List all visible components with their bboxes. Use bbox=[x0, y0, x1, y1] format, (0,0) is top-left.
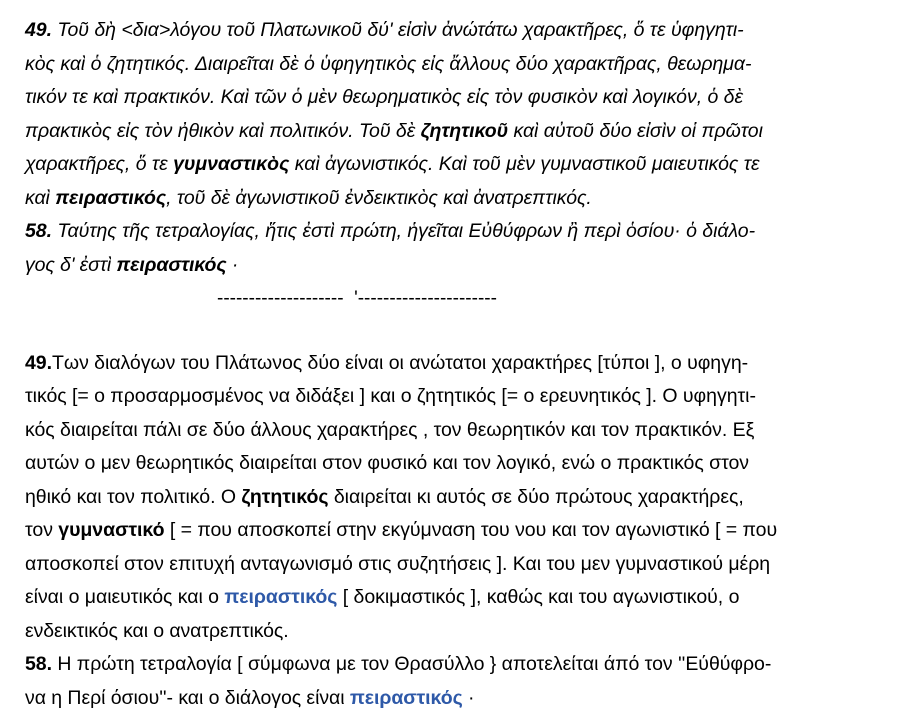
text-line: 49.Των διαλόγων του Πλάτωνος δύο είναι οι ανώτατοι χαρακτήρες [τύποι ], ο υφηγη- bbox=[25, 347, 900, 381]
modern-paragraph-49 bbox=[25, 347, 900, 649]
highlighted-term: πειραστικός bbox=[350, 687, 463, 709]
text-line: 49. Τοῦ δὴ <δια>λόγου τοῦ Πλατωνικοῦ δύ' εἰσὶν ἀνώτάτω χαρακτῆρες, ὅ τε ὑφηγητι- bbox=[25, 14, 900, 48]
text-line: κὸς καὶ ὁ ζητητικός. Διαιρεῖται δὲ ὁ ὑφηγητικὸς εἰς ἄλλους δύο χαρακτῆρας, θεωρημα- bbox=[25, 48, 900, 82]
bold-term: ζητητικοῦ bbox=[421, 120, 508, 142]
paragraph-number: 58. bbox=[25, 220, 52, 242]
bold-term: γυμναστικό bbox=[58, 519, 164, 541]
text-line: να η Περί όσιου''- και ο διάλογος είναι πειραστικός · bbox=[25, 682, 900, 715]
paragraph-number: 49. bbox=[25, 352, 52, 374]
modern-paragraph-58 bbox=[25, 648, 900, 715]
text-line: χαρακτῆρες, ὅ τε γυμναστικὸς καὶ ἀγωνιστικός. Καὶ τοῦ μὲν γυμναστικοῦ μαιευτικός τε bbox=[25, 148, 900, 182]
text-line: κός διαιρείται πάλι σε δύο άλλους χαρακτήρες , τον θεωρητικόν και τον πρακτικόν. Εξ bbox=[25, 414, 900, 448]
bold-term: πειραστικός bbox=[55, 187, 166, 209]
text-line: είναι ο μαιευτικός και ο πειραστικός [ δοκιμαστικός ], καθώς και του αγωνιστικού, ο bbox=[25, 581, 900, 615]
bold-term: ζητητικός bbox=[241, 486, 328, 508]
ancient-paragraph-49 bbox=[25, 14, 900, 215]
text-line: αποσκοπεί στον επιτυχή ανταγωνισμό στις συζητήσεις ]. Και του μεν γυμναστικού μέρη bbox=[25, 548, 900, 582]
ancient-paragraph-58 bbox=[25, 215, 900, 282]
section-divider: -------------------- '---------------------- bbox=[25, 282, 900, 316]
text-line: τικόν τε καὶ πρακτικόν. Καὶ τῶν ὁ μὲν θεωρηματικὸς εἰς τὸν φυσικὸν καὶ λογικόν, ὁ δὲ bbox=[25, 81, 900, 115]
text-line: ενδεικτικός και ο ανατρεπτικός. bbox=[25, 615, 900, 649]
text-line: 58. Η πρώτη τετραλογία [ σύμφωνα με τον Θρασύλλο } αποτελείται άπό τον ''Εύθύφρο- bbox=[25, 648, 900, 682]
document-page bbox=[25, 14, 900, 715]
paragraph-number: 58. bbox=[25, 653, 52, 675]
text-line: πρακτικὸς εἰς τὸν ἠθικὸν καὶ πολιτικόν. Τοῦ δὲ ζητητικοῦ καὶ αὐτοῦ δύο εἰσὶν οἱ πρῶτοι bbox=[25, 115, 900, 149]
text-line: ηθικό και τον πολιτικό. Ο ζητητικός διαιρείται κι αυτός σε δύο πρώτους χαρακτήρες, bbox=[25, 481, 900, 515]
text-line: αυτών ο μεν θεωρητικός διαιρείται στον φυσικό και τον λογικό, ενώ ο πρακτικός στον bbox=[25, 447, 900, 481]
text-line: τικός [= ο προσαρμοσμένος να διδάξει ] και ο ζητητικός [= ο ερευνητικός ]. Ο υφηγητι- bbox=[25, 380, 900, 414]
text-line: 58. Ταύτης τῆς τετραλογίας, ἥτις ἐστὶ πρώτη, ἡγεῖται Εὐθύφρων ἢ περὶ ὁσίου· ὁ διάλο- bbox=[25, 215, 900, 249]
text-line: τον γυμναστικό [ = που αποσκοπεί στην εκγύμναση του νου και τον αγωνιστικό [ = που bbox=[25, 514, 900, 548]
text-line: καὶ πειραστικός, τοῦ δὲ ἀγωνιστικοῦ ἐνδεικτικὸς καὶ ἀνατρεπτικός. bbox=[25, 182, 900, 216]
bold-term: γυμναστικὸς bbox=[173, 153, 289, 175]
text-line: γος δ' ἐστὶ πειραστικός · bbox=[25, 249, 900, 283]
paragraph-number: 49. bbox=[25, 19, 52, 41]
highlighted-term: πειραστικός bbox=[224, 586, 337, 608]
blank-line bbox=[25, 316, 900, 347]
bold-term: πειραστικός bbox=[116, 254, 226, 276]
